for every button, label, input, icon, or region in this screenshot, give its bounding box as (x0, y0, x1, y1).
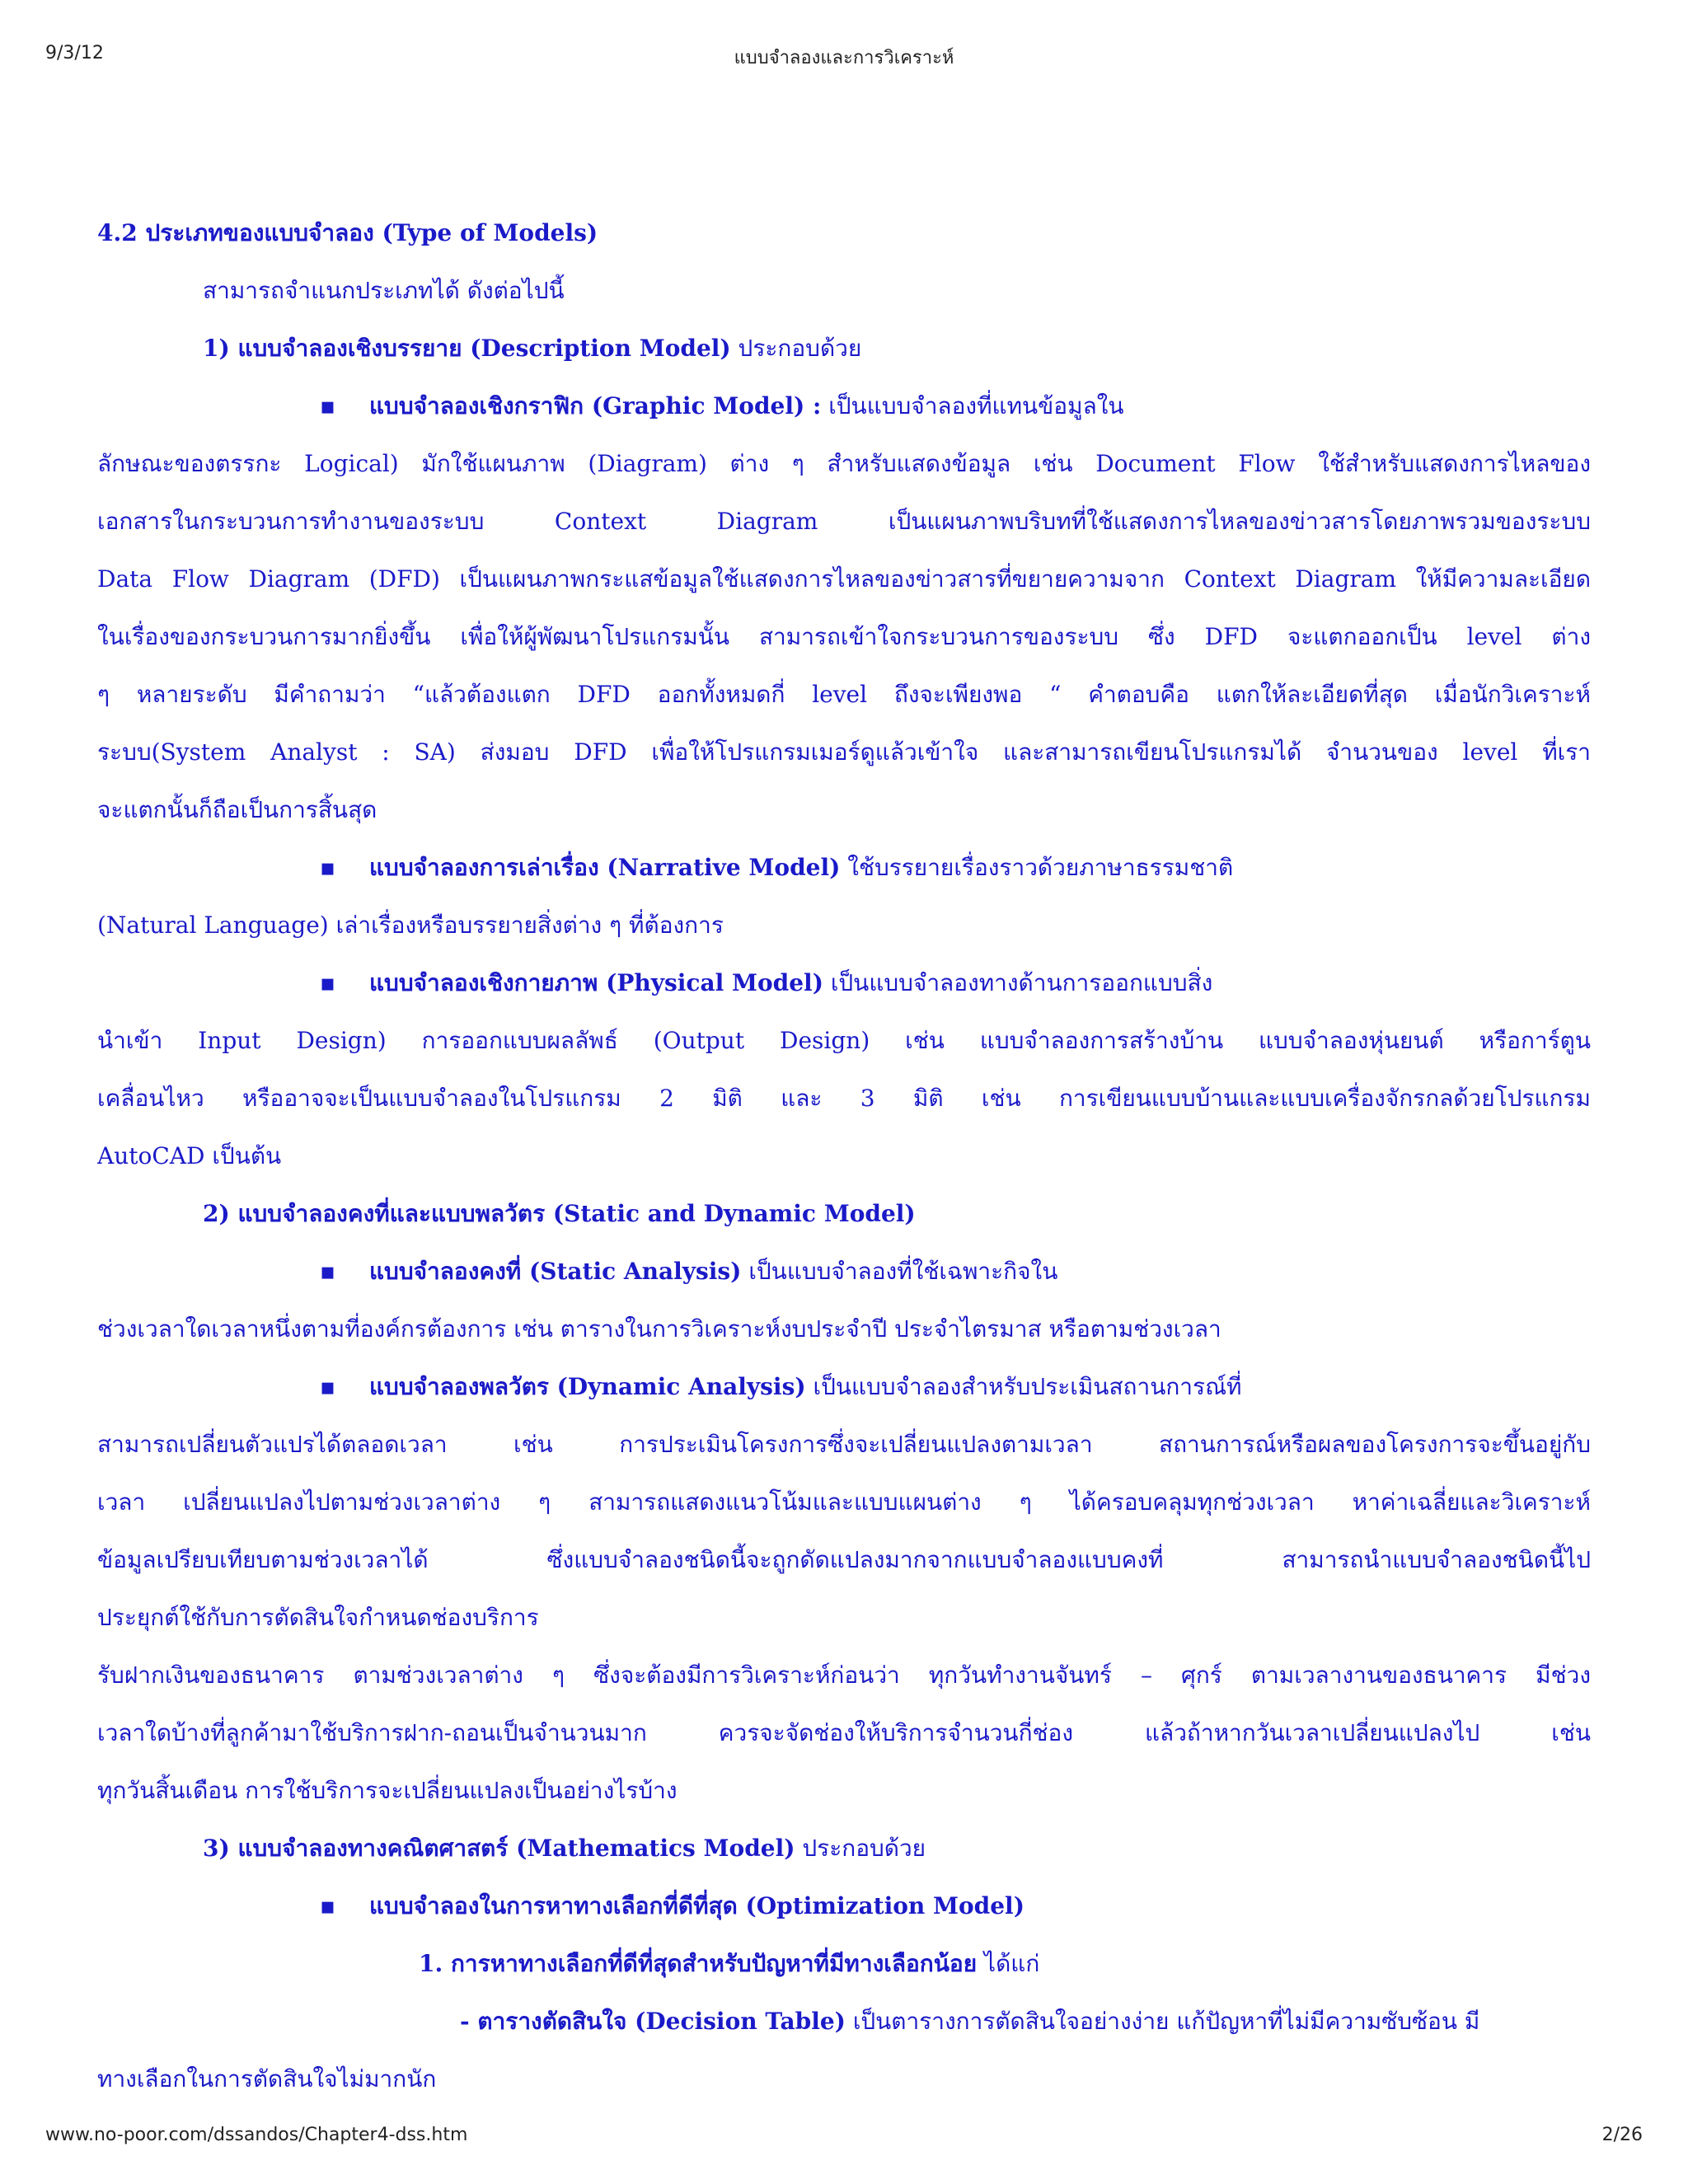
paragraph-line: สามารถเปลี่ยนตัวแปรได้ตลอดเวลา เช่น การประเมินโครงการซึ่งจะเปลี่ยนแปลงตามเวลา สถานการณ์หรือผลของโครงการจะขึ้นอยู่กับ (97, 1431, 1591, 1458)
bullet-title: แบบจำลองในการหาทางเลือกที่ดีที่สุด (Optimization Model) (369, 1892, 1025, 1919)
bullet-title: แบบจำลองเชิงกายภาพ (Physical Model) (369, 969, 823, 996)
bullet-optimization-model (97, 1877, 1591, 1935)
bullet-graphic-model (97, 377, 1591, 435)
numbered-item-title: 1. การหาทางเลือกที่ดีที่สุดสำหรับปัญหาที่มีทางเลือกน้อย (419, 1950, 978, 1977)
paragraph-line: เอกสารในกระบวนการทำงานของระบบ Context Diagram เป็นแผนภาพบริบทที่ใช้แสดงการไหลของข่าวสารโดยภาพรวมของระบบ (97, 508, 1591, 535)
section-intro: สามารถจำแนกประเภทได้ ดังต่อไปนี้ (203, 277, 565, 304)
item-1-rest: ประกอบด้วย (730, 335, 862, 362)
bullet-icon: ▪ (320, 392, 335, 419)
paragraph-line: (Natural Language) เล่าเรื่องหรือบรรยายสิ่งต่าง ๆ ที่ต้องการ (97, 912, 724, 939)
numbered-item-1 (97, 1935, 1591, 1993)
paragraph-line: AutoCAD เป็นต้น (97, 1142, 282, 1169)
bullet-title: แบบจำลองคงที่ (Static Analysis) (369, 1258, 742, 1285)
document-body (97, 204, 1591, 2108)
paragraph-line: ข้อมูลเปรียบเทียบตามช่วงเวลาได้ ซึ่งแบบจำลองชนิดนี้จะถูกดัดแปลงมากจากแบบจำลองแบบคงที่ สามารถนำแบบจำลองชนิดนี้ไป (97, 1546, 1591, 1573)
paragraph-line: Data Flow Diagram (DFD) เป็นแผนภาพกระแสข้อมูลใช้แสดงการไหลของข่าวสารที่ขยายความจาก Context Diagram ให้มีความละเอียด (97, 565, 1591, 593)
item-1-title: 1) แบบจำลองเชิงบรรยาย (Description Model) (203, 335, 731, 362)
bullet-title: แบบจำลองการเล่าเรื่อง (Narrative Model) (369, 854, 841, 881)
print-header (0, 43, 1688, 68)
item-3-heading (97, 1820, 1591, 1877)
bullet-text: เป็นแบบจำลองสำหรับประเมินสถานการณ์ที่ (805, 1373, 1242, 1400)
bullet-icon: ▪ (320, 969, 335, 996)
paragraph-line: จะแตกนั้นก็ถือเป็นการสิ้นสุด (97, 796, 377, 823)
bullet-static-model (97, 1243, 1591, 1301)
bullet-icon: ▪ (320, 1892, 335, 1919)
print-url: www.no-poor.com/dssandos/Chapter4-dss.htm (45, 2125, 468, 2145)
section-heading: 4.2 ประเภทของแบบจำลอง (Type of Models) (97, 219, 598, 246)
paragraph-line: ช่วงเวลาใดเวลาหนึ่งตามที่องค์กรต้องการ เช่น ตารางในการวิเคราะห์งบประจำปี ประจำไตรมาส หรือตามช่วงเวลา (97, 1315, 1221, 1343)
paragraph-line: ทางเลือกในการตัดสินใจไม่มากนัก (97, 2065, 437, 2093)
paragraph-line: นำเข้า Input Design) การออกแบบผลลัพธ์ (Output Design) เช่น แบบจำลองการสร้างบ้าน แบบจำลองหุ่นยนต์ หรือการ์ตูน (97, 1027, 1591, 1054)
paragraph-line: รับฝากเงินของธนาคาร ตามช่วงเวลาต่าง ๆ ซึ่งจะต้องมีการวิเคราะห์ก่อนว่า ทุกวันทำงานจันทร์ – ศุกร์ ตามเวลางานของธนาคาร มีช่วง (97, 1661, 1591, 1689)
paragraph-line: ระบบ(System Analyst : SA) ส่งมอบ DFD เพื่อให้โปรแกรมเมอร์ดูแล้วเข้าใจ และสามารถเขียนโปรแกรมได้ จำนวนของ level ที่เรา (97, 738, 1591, 766)
item-1-heading (97, 320, 1591, 377)
bullet-text: ใช้บรรยายเรื่องราวด้วยภาษาธรรมชาติ (840, 854, 1234, 881)
bullet-text: เป็นแบบจำลองที่แทนข้อมูลใน (821, 392, 1124, 419)
bullet-text: เป็นแบบจำลองทางด้านการออกแบบสิ่ง (823, 969, 1213, 996)
print-date: 9/3/12 (45, 43, 104, 63)
bullet-icon: ▪ (320, 854, 335, 881)
paragraph-line: ทุกวันสิ้นเดือน การใช้บริการจะเปลี่ยนแปลงเป็นอย่างไรบ้าง (97, 1777, 678, 1804)
paragraph-line: ในเรื่องของกระบวนการมากยิ่งขึ้น เพื่อให้ผู้พัฒนาโปรแกรมนั้น สามารถเข้าใจกระบวนการของระบบ ซึ่ง DFD จะแตกออกเป็น level ต่าง (97, 623, 1591, 650)
bullet-icon: ▪ (320, 1258, 335, 1285)
bullet-title: แบบจำลองเชิงกราฟิก (Graphic Model) : (369, 392, 822, 419)
dash-item-decision-table (97, 1993, 1591, 2050)
item-3-title: 3) แบบจำลองทางคณิตศาสตร์ (Mathematics Model) (203, 1835, 795, 1862)
paragraph-line: เวลาใดบ้างที่ลูกค้ามาใช้บริการฝาก-ถอนเป็นจำนวนมาก ควรจะจัดช่องให้บริการจำนวนกี่ช่อง แล้วถ้าหากวันเวลาเปลี่ยนแปลงไป เช่น (97, 1719, 1591, 1746)
page-number: 2/26 (1601, 2125, 1643, 2145)
bullet-dynamic-model (97, 1358, 1591, 1416)
bullet-title: แบบจำลองพลวัตร (Dynamic Analysis) (369, 1373, 806, 1400)
bullet-text: เป็นแบบจำลองที่ใช้เฉพาะกิจใน (741, 1258, 1058, 1285)
bullet-physical-model (97, 954, 1591, 1012)
numbered-item-text: ได้แก่ (977, 1950, 1040, 1977)
paragraph-line: ๆ หลายระดับ มีคำถามว่า “แล้วต้องแตก DFD ออกทั้งหมดกี่ level ถึงจะเพียงพอ “ คำตอบคือ แตกให้ละเอียดที่สุด เมื่อนักวิเคราะห์ (97, 681, 1591, 708)
dash-item-title: - ตารางตัดสินใจ (Decision Table) (460, 2008, 846, 2035)
paragraph-line: เวลา เปลี่ยนแปลงไปตามช่วงเวลาต่าง ๆ สามารถแสดงแนวโน้มและแบบแผนต่าง ๆ ได้ครอบคลุมทุกช่วงเวลา หาค่าเฉลี่ยและวิเคราะห์ (97, 1488, 1591, 1516)
paragraph-line: ลักษณะของตรรกะ Logical) มักใช้แผนภาพ (Diagram) ต่าง ๆ สำหรับแสดงข้อมูล เช่น Document Flow ใช้สำหรับแสดงการไหลของ (97, 450, 1591, 477)
print-footer (0, 2125, 1688, 2149)
print-page-title: แบบจำลองและการวิเคราะห์ (734, 48, 954, 68)
paragraph-line: ประยุกต์ใช้กับการตัดสินใจกำหนดช่องบริการ (97, 1604, 539, 1631)
bullet-icon: ▪ (320, 1373, 335, 1400)
item-2-heading: 2) แบบจำลองคงที่และแบบพลวัตร (Static and Dynamic Model) (203, 1200, 916, 1227)
item-3-rest: ประกอบด้วย (795, 1835, 926, 1862)
dash-item-text: เป็นตารางการตัดสินใจอย่างง่าย แก้ปัญหาที่ไม่มีความซับซ้อน มี (845, 2008, 1480, 2035)
bullet-narrative-model (97, 839, 1591, 897)
paragraph-line: เคลื่อนไหว หรืออาจจะเป็นแบบจำลองในโปรแกรม 2 มิติ และ 3 มิติ เช่น การเขียนแบบบ้านและแบบเครื่องจักรกลด้วยโปรแกรม (97, 1085, 1591, 1112)
